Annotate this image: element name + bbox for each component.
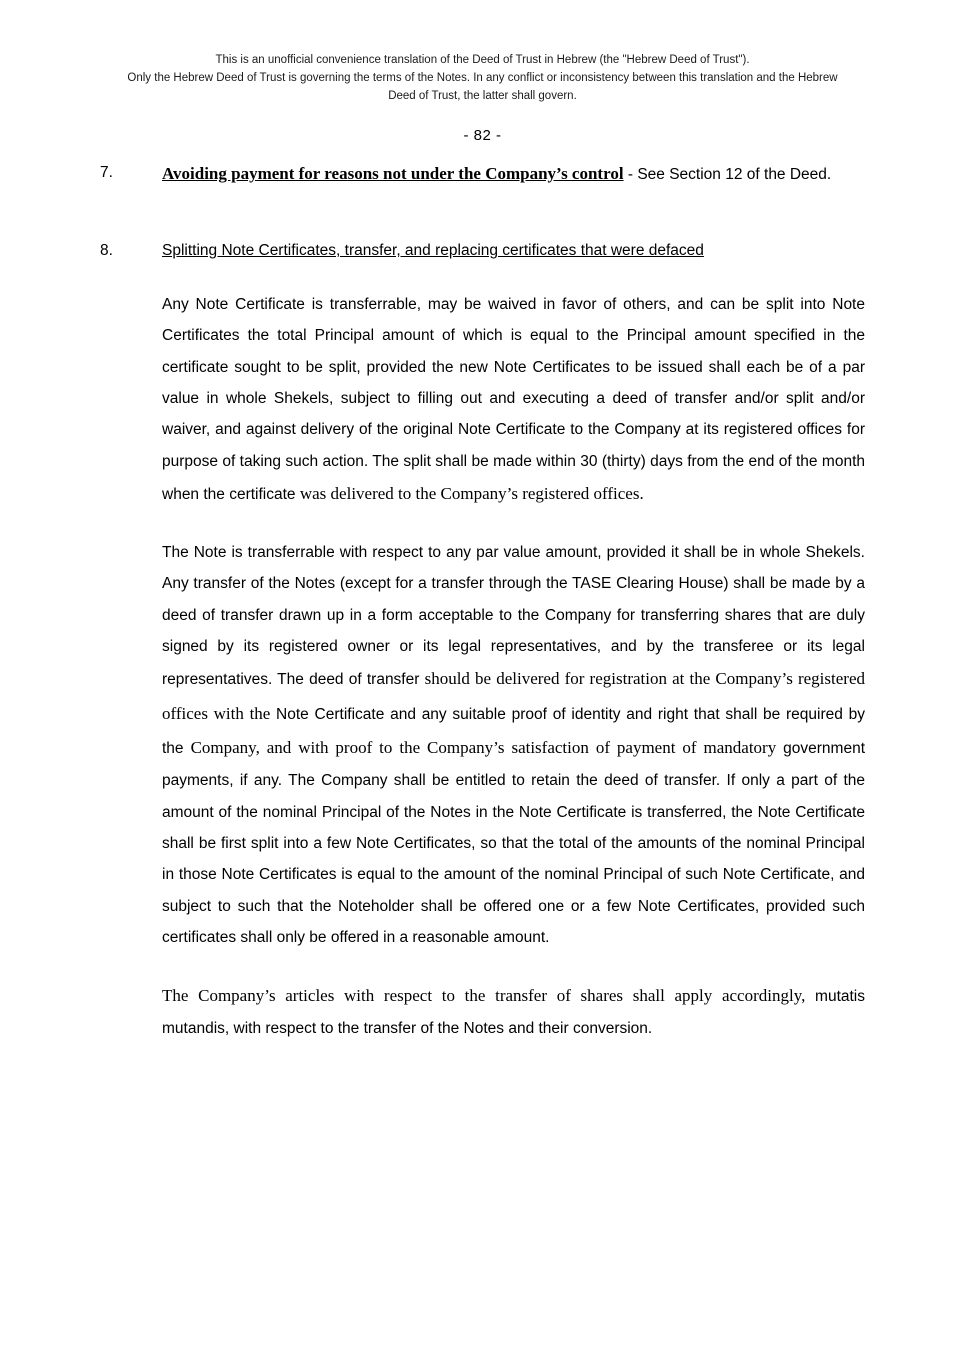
clause-7-title-suffix: - See Section 12 of the Deed. [623,166,832,184]
disclaimer-line-2: Only the Hebrew Deed of Trust is governing the terms of the Notes. In any conflict or inconsistency between this translation and the Hebrew [127,71,838,84]
paragraph-2-text-sans-a: The Note is transferrable with respect to any par value amount, provided it shall be in whole Shekels. Any transfer of the Notes (except for a transfer through the TASE Clearing House) shall be made by a deed of transfer drawn up in a form acceptable to the Company for transferring shares that are duly signed by its registered owner or its legal representatives, and by the transferee or its legal representatives. The deed of transfer [162,544,865,689]
clause-8-paragraph-1 [100,289,865,511]
clause-8-body [162,238,865,263]
spacer-between-paragraph-1-and-2 [100,511,865,537]
disclaimer-line-1: This is an unofficial convenience translation of the Deed of Trust in Hebrew (the "Hebrew Deed of Trust"). [215,54,750,66]
clause-8-paragraph-2 [100,537,865,953]
spacer-between-paragraph-2-and-3 [100,953,865,979]
spacer-after-clause-7 [100,188,865,222]
clause-7-title: Avoiding payment for reasons not under the Company’s control [162,164,624,184]
clause-7-body [162,160,865,188]
paragraph-3-text-serif: The Company’s articles with respect to the transfer of shares shall apply accordingly, [162,986,816,1006]
clause-8-title: Splitting Note Certificates, transfer, and replacing certificates that were defaced [162,241,704,259]
paragraph-3-text-sans: mutatis mutandis, with respect to the transfer of the Notes and their conversion. [162,988,865,1038]
paragraph-2-text-serif-b: Company, and with proof to the Company’s satisfaction of payment of mandatory [190,738,784,758]
paragraph-2-text-sans-b: Note Certificate and any suitable proof of identity and right that shall be required by the [162,705,866,758]
clause-8 [100,238,865,263]
spacer-after-clause-8-title [100,263,865,289]
clause-8-number: 8. [100,241,113,259]
translation-disclaimer [113,52,853,105]
paragraph-1-text-sans: Any Note Certificate is transferrable, may be waived in favor of others, and can be split into Note Certificates the total Principal amount of which is equal to the Principal amount specified in the certificate sought to be split, provided the new Note Certificates to be issued shall each be of a par value in whole Shekels, subject to filling out and executing a deed of transfer and/or split and/or waiver, and against delivery of the original Note Certificate to the Company at its registered offices for purpose of taking such action. The split shall be made within 30 (thirty) days from the end of the month when the certificate [162,296,865,503]
clause-8-paragraph-3 [100,979,865,1045]
paragraph-1-text-serif: was delivered to the Company’s registered offices. [299,483,644,503]
clause-7-number: 7. [100,164,113,182]
paragraph-2-text-serif-a: should be delivered for registration at the Company’s registered offices with the [162,669,865,723]
paragraph-2-text-sans-c: government payments, if any. The Company shall be entitled to retain the deed of transfer. If only a part of the amount of the nominal Principal of the Notes in the Note Certificate is transferred, the Note Certificate shall be first split into a few Note Certificates, so that the total of the amounts of the nominal Principal in those Note Certificates is equal to the amount of the nominal Principal of such Note Certificate, and subject to such that the Noteholder shall be offered one or a few Note Certificates, provided such certificates shall only be offered in a reasonable amount. [162,740,866,946]
clause-7 [100,160,865,188]
page-number: - 82 - [463,127,502,145]
disclaimer-line-3: Deed of Trust, the latter shall govern. [388,89,577,102]
